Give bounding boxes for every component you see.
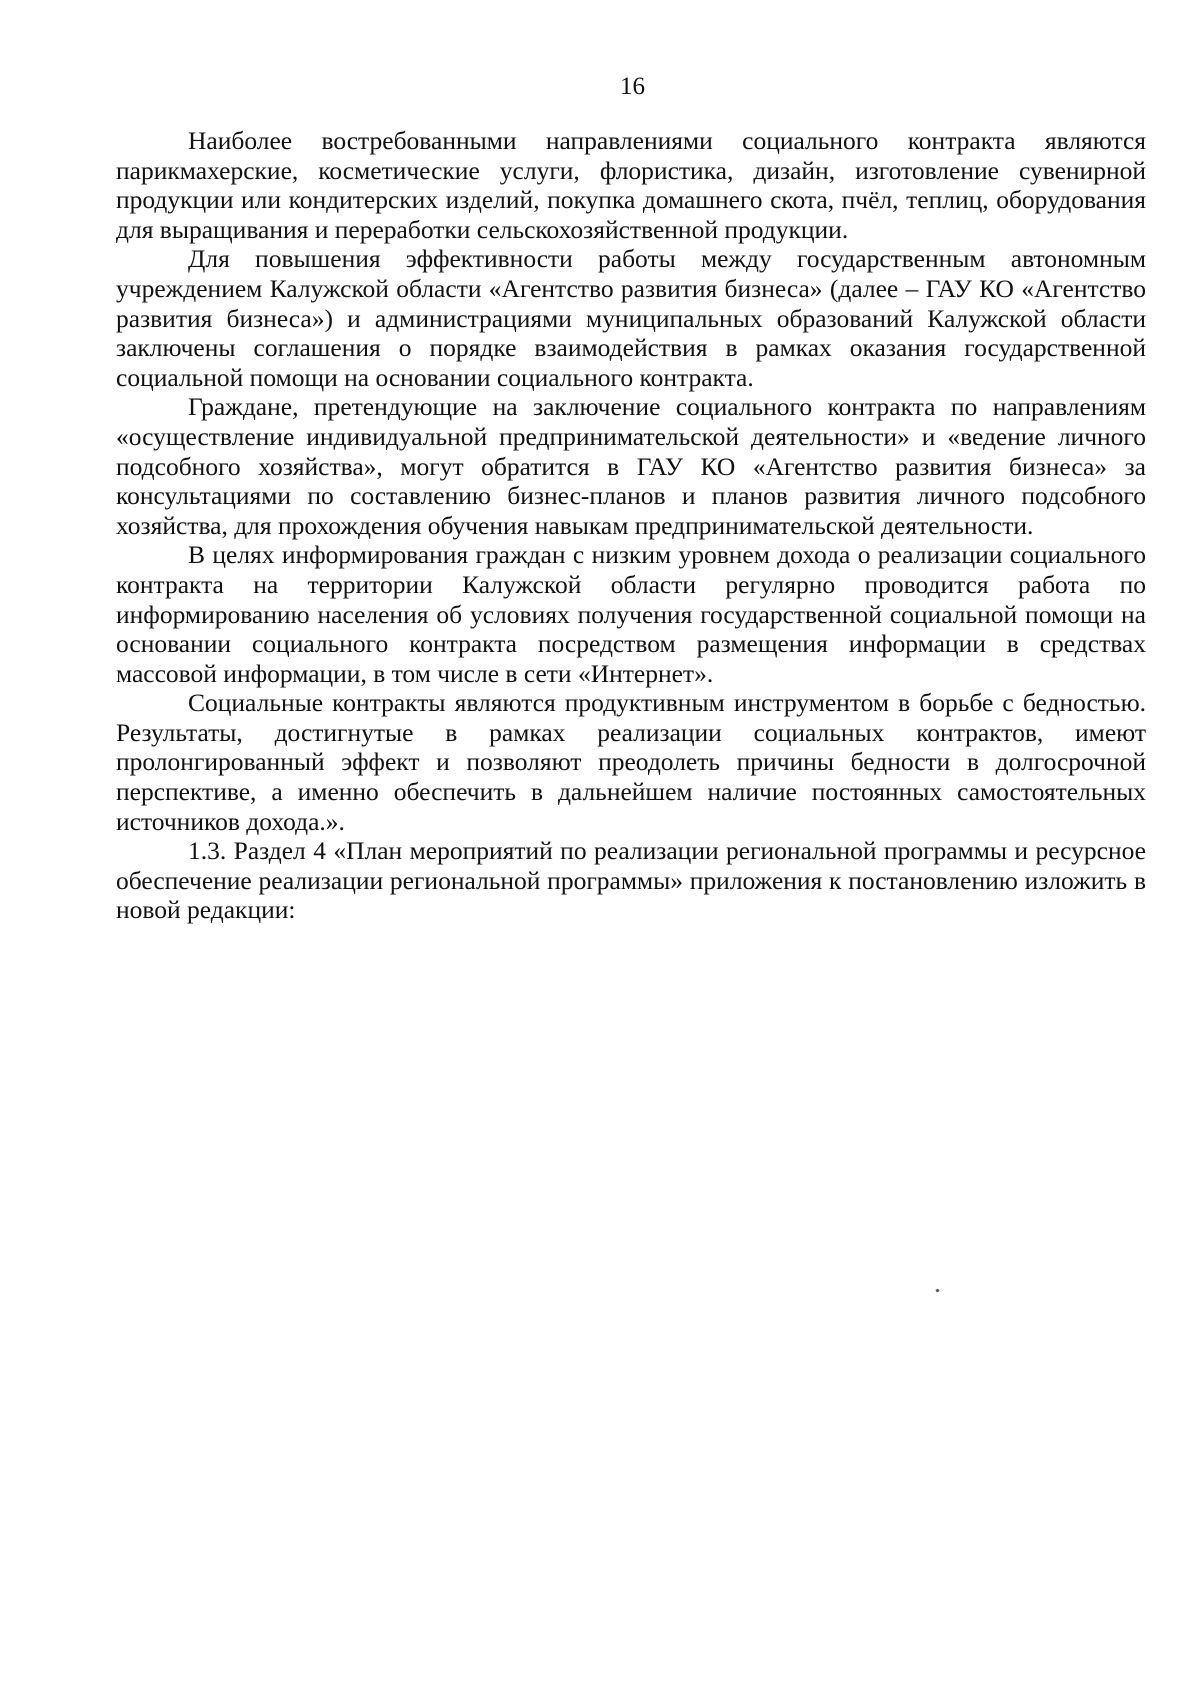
page-number: 16: [620, 73, 645, 100]
paragraph-popular-directions: Наиболее востребованными направлениями социального контракта являются парикмахерские, косметические услуги, флористика, дизайн, изготовление сувенирной продукции или кондитерских изделий, покупка домашнего скота, пчёл, теплиц, оборудования для выращивания и переработки сельскохозяйственной продукции.: [116, 126, 1146, 244]
paragraph-effectiveness: Социальные контракты являются продуктивным инструментом в борьбе с бедностью. Результаты, достигнутые в рамках реализации социальных контрактов, имеют пролонгированный эффект и позволяют преодолеть причины бедности в долгосрочной перспективе, а именно обеспечить в дальнейшем наличие постоянных самостоятельных источников дохода.».: [116, 688, 1146, 836]
paragraph-section-amendment: 1.3. Раздел 4 «План мероприятий по реализации региональной программы и ресурсное обеспечение реализации региональной программы» приложения к постановлению изложить в новой редакции:: [116, 836, 1146, 925]
paragraph-consultations: Граждане, претендующие на заключение социального контракта по направлениям «осуществление индивидуальной предпринимательской деятельности» и «ведение личного подсобного хозяйства», могут обратится в ГАУ КО «Агентство развития бизнеса» за консультациями по составлению бизнес-планов и планов развития личного подсобного хозяйства, для прохождения обучения навыкам предпринимательской деятельности.: [116, 392, 1146, 540]
paragraph-informing: В целях информирования граждан с низким уровнем дохода о реализации социального контракта на территории Калужской области регулярно проводится работа по информированию населения об условиях получения государственной социальной помощи на основании социального контракта посредством размещения информации в средствах массовой информации, в том числе в сети «Интернет».: [116, 540, 1146, 688]
paragraph-agreements: Для повышения эффективности работы между государственным автономным учреждением Калужской области «Агентство развития бизнеса» (далее – ГАУ КО «Агентство развития бизнеса») и администрациями муниципальных образований Калужской области заключены соглашения о порядке взаимодействия в рамках оказания государственной социальной помощи на основании социального контракта.: [116, 244, 1146, 392]
scan-speck: [935, 1288, 939, 1292]
document-body: [116, 126, 1146, 925]
